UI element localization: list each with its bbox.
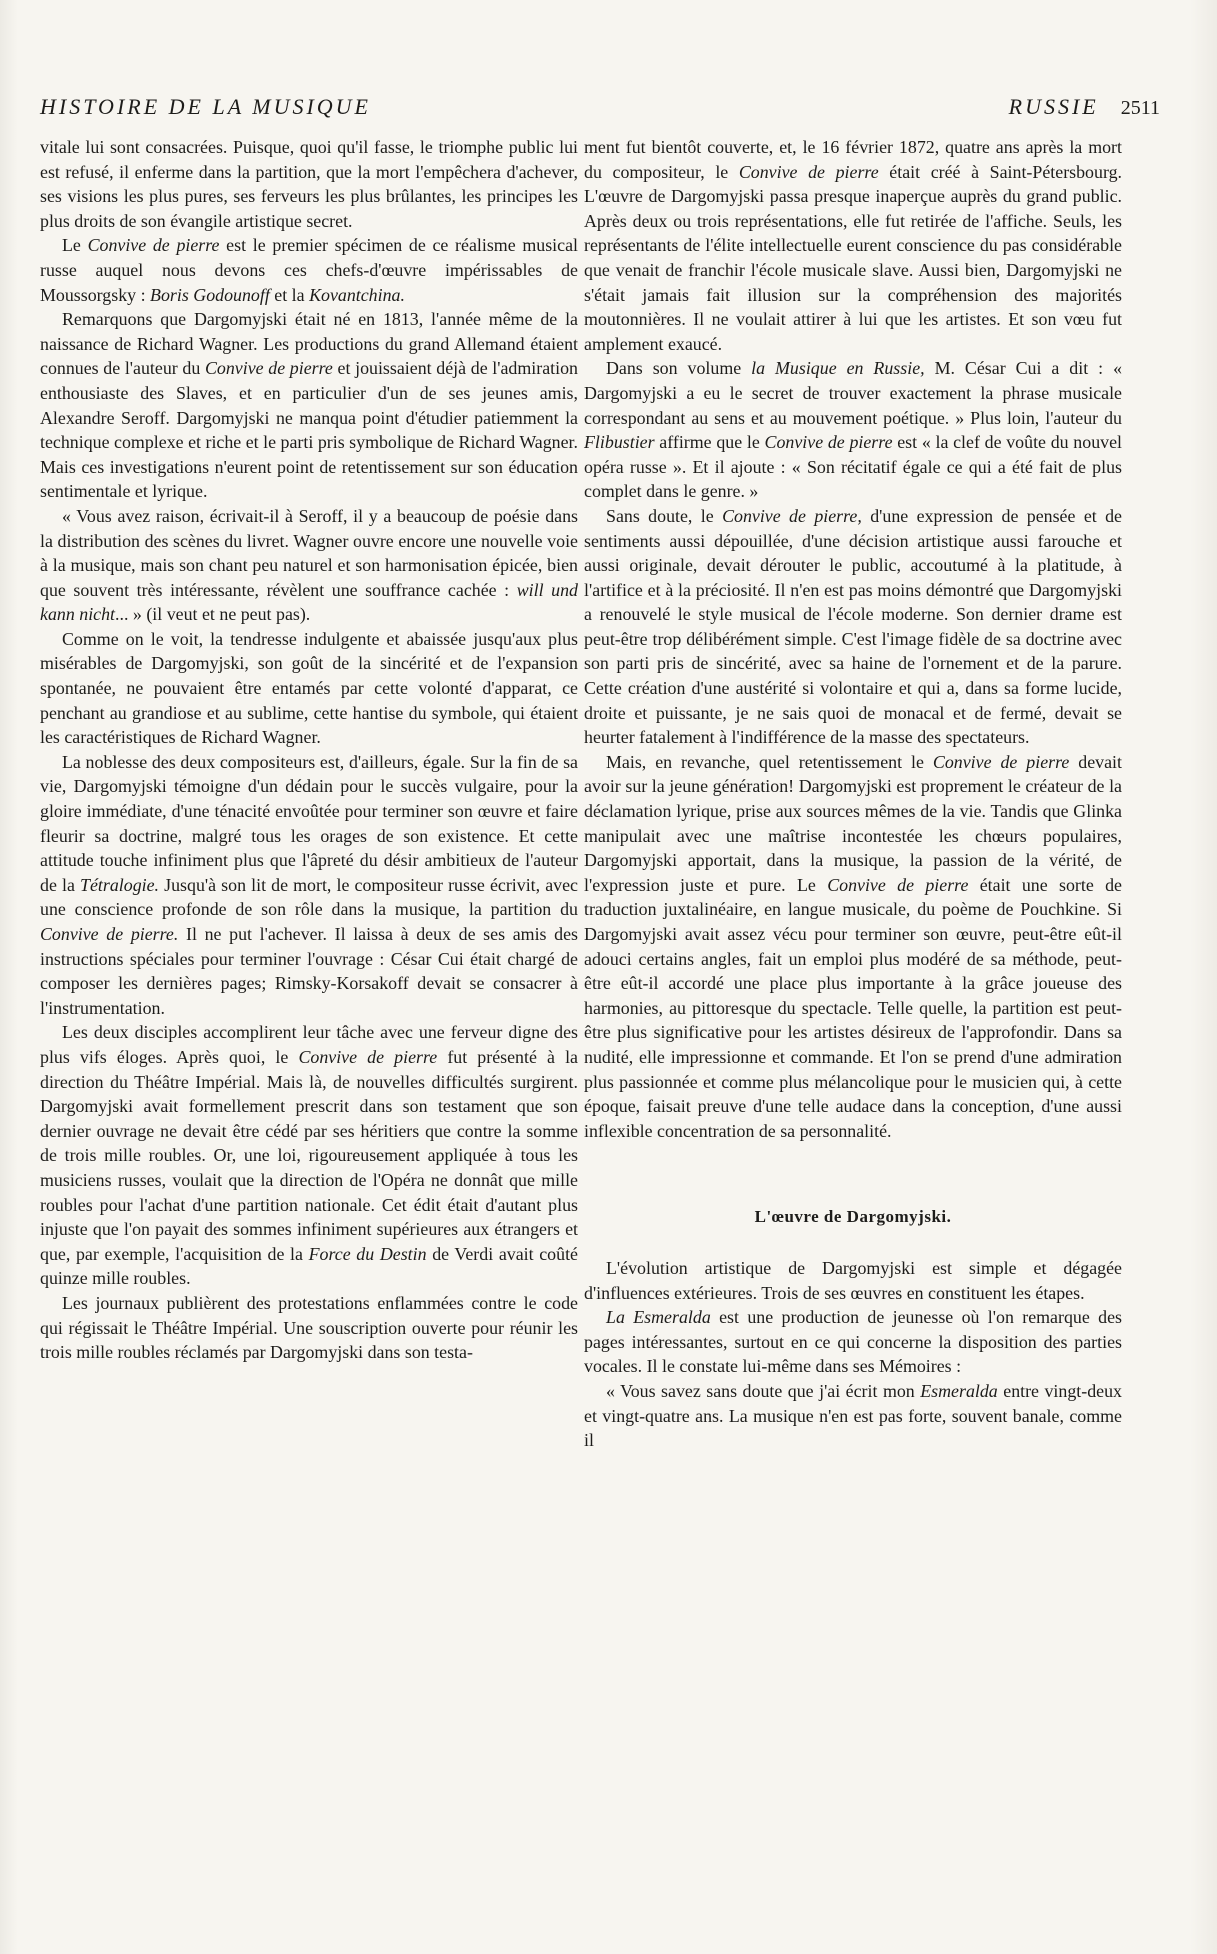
paragraph-text: était créé à Saint-Pétersbourg. L'œuvre de Dargomyjski passa presque inaperçue auprès du grand public. Après deux ou trois représentations, elle fut retirée de l'affiche. Seuls, les représentants de l'élite intellectuelle eurent conscience du pas considérable que venait de franchir l'école musicale slave. Aussi bien, Dargomyjski ne s'était jamais fait illusion sur la compréhension des majorités moutonnières. Il ne voulait attirer à lui que les artistes. Et son vœu fut amplement exaucé.: [584, 161, 1123, 354]
paragraph-text: « Vous savez sans doute que j'ai écrit mon: [606, 1380, 921, 1401]
italic-title: will und kann nicht: [40, 579, 578, 625]
paragraph-text: Les journaux publièrent des protestations enflammées contre le code qui régissait le Théâtre Impérial. Une souscription ouverte pour réunir les trois mille roubles réclamés par Dargomyjski dans son testa-: [40, 1292, 578, 1363]
paragraph-text: L'évolution artistique de Dargomyjski est simple et dégagée d'influences extérieures. Trois de ses œuvres en constituent les étapes.: [584, 1257, 1122, 1303]
paragraph-text: Mais, en revanche, quel retentissement le: [606, 751, 933, 772]
page-number: 2511: [1120, 97, 1160, 119]
italic-title: La Esmeralda: [606, 1307, 711, 1328]
italic-title: Convive de pierre: [298, 1046, 438, 1067]
italic-title: Convive de pierre: [764, 432, 893, 453]
paragraph: [40, 233, 578, 307]
paragraph-text: Dans son volume: [606, 358, 752, 379]
italic-title: Convive de pierre: [87, 235, 220, 256]
italic-title: Convive de pierre: [204, 358, 333, 379]
right-column-body: [584, 135, 1122, 1143]
running-head-section: RUSSIE: [1008, 94, 1099, 119]
section-heading: L'œuvre de Dargomyjski.: [754, 1207, 952, 1227]
italic-title: Convive de pierre: [932, 751, 1070, 772]
paragraph-text: Les deux disciples accomplirent leur tâche avec une ferveur digne des plus vifs éloges. Après quoi, le: [40, 1022, 578, 1067]
paragraph-text: entre vingt-deux et vingt-quatre ans. La musique n'en est pas forte, souvent banale, comme il: [584, 1380, 1122, 1451]
paragraph-text: La noblesse des deux compositeurs est, d'ailleurs, égale. Sur la fin de sa vie, Dargomyjski témoigne d'un dédain pour le succès vulgaire, pour la gloire immédiate, d'une ténacité envoûtée pour terminer son œuvre et faire fleurir sa doctrine, malgré tous les orages de son existence. Et cette attitude touche infiniment plus que l'âpreté du désir ambitieux de l'auteur de la: [40, 751, 578, 895]
paragraph-text: « Vous avez raison, écrivait-il à Seroff, il y a beaucoup de poésie dans la distribution des scènes du livret. Wagner ouvre encore une nouvelle voie à la musique, mais son chant peu naturel et son harmonisation épicée, bien que souvent très intéressante, révèlent une souffrance cachée :: [40, 505, 578, 600]
paragraph: [584, 356, 1122, 504]
italic-title: Boris Godounoff: [150, 284, 270, 305]
paragraph-text: Jusqu'à son lit de mort, le compositeur russe écrivit, avec une conscience profonde de son rôle dans la musique, la partition du: [40, 874, 578, 920]
left-column: [40, 135, 578, 1365]
italic-title: Convive de pierre: [827, 874, 969, 895]
italic-title: Convive de pierre: [738, 161, 879, 182]
paragraph-text: devait avoir sur la jeune génération! Dargomyjski est proprement le créateur de la déclamation lyrique, prise aux sources mêmes de la vie. Tandis que Glinka manipulait avec une maîtrise incontestée les chœurs populaires, Dargomyjski apportait, dans la musique, la passion de la vérité, de l'expression juste et pure. Le: [584, 751, 1123, 895]
paragraph-text: M. César Cui a dit : « Dargomyjski a eu le secret de trouver exactement la phrase musicale correspondant au sens et au mouvement poétique. » Plus loin, l'auteur du: [584, 358, 1123, 428]
paragraph: [40, 627, 578, 750]
paragraph-text: et la: [269, 284, 310, 305]
right-column-section-body: [584, 1256, 1122, 1453]
italic-title: Convive de pierre,: [722, 505, 862, 526]
paragraph: [584, 1305, 1122, 1379]
right-column: [584, 135, 1122, 1453]
paragraph-text: Le: [62, 235, 88, 256]
paragraph-text: ment fut bientôt couverte, et, le 16 février 1872, quatre ans après la mort du compositeur, le: [584, 137, 1122, 182]
italic-title: Flibustier: [584, 432, 655, 453]
italic-title: Convive de pierre.: [40, 924, 179, 944]
italic-title: la Musique en Russie,: [751, 358, 925, 379]
paragraph: [584, 750, 1122, 1144]
paragraph-text: affirme que le: [654, 432, 765, 453]
paragraph: [40, 307, 578, 504]
paragraph: [40, 1291, 578, 1365]
italic-title: Tétralogie.: [80, 874, 160, 895]
paragraph-text: vitale lui sont consacrées. Puisque, quoi qu'il fasse, le triomphe public lui est refusé, il enferme dans la partition, que la mort l'empêchera d'achever, ses visions les plus pures, ses ferveurs les plus brûlantes, les principes les plus droits de son évangile artistique secret.: [40, 137, 578, 231]
running-head: [40, 94, 1160, 124]
paragraph: [584, 1256, 1122, 1305]
running-head-title: HISTOIRE DE LA MUSIQUE: [40, 94, 371, 119]
paragraph-text: Sans doute, le: [606, 505, 723, 526]
paragraph: [584, 1379, 1122, 1453]
paragraph-text: fut présenté à la direction du Théâtre Impérial. Mais là, de nouvelles difficultés surgirent. Dargomyjski avait formellement prescrit dans son testament que son dernier ouvrage ne devait être cédé par ses héritiers que contre la somme de trois mille roubles. Or, une loi, rigoureusement appliquée à tous les musiciens russes, voulait que la direction de l'Opéra ne donnât que mille roubles pour l'achat d'une partition nationale. Cet édit était d'autant plus injuste que l'on payait des sommes infiniment supérieures aux étrangers et que, par exemple, l'acquisition de la: [40, 1046, 578, 1264]
paragraph-text: est une production de jeunesse où l'on remarque des pages intéressantes, surtout en ce qui concerne la disposition des parties vocales. Il le constate lui-même dans ses Mémoires :: [584, 1307, 1122, 1377]
italic-title: Kovantchina.: [309, 284, 405, 305]
paragraph-text: Remarquons que Dargomyjski était né en 1813, l'année même de la naissance de Richard Wagner. Les productions du grand Allemand étaient connues de l'auteur du: [40, 309, 578, 379]
paragraph: [40, 504, 578, 627]
paragraph: [584, 504, 1122, 750]
paragraph-text: de Verdi avait coûté quinze mille roubles.: [40, 1243, 578, 1289]
paragraph-text: était une sorte de traduction juxtalinéaire, en langue musicale, du poème de Pouchkine. Si Dargomyjski avait assez vécu pour terminer son œuvre, peut-être eût-il adouci certains angles, fait un emploi plus modéré de sa méthode, peut-être eût-il accordé une place plus importante à la grâce joueuse des harmonies, au pittoresque du spectacle. Telle quelle, la partition est peut-être plus significative pour les artistes désireux de l'approfondir. Dans sa nudité, elle impressionne et commande. Et l'on se prend d'une admiration plus passionnée et comme plus mélancolique pour le musicien qui, à cette époque, faisait preuve d'une telle audace dans la conception, d'une aussi inflexible concentration de sa personnalité.: [584, 874, 1122, 1141]
paragraph-text: Il ne put l'achever. Il laissa à deux de ses amis des instructions spéciales pour terminer l'ouvrage : César Cui était chargé de composer les dernières pages; Rimsky-Korsakoff devait se consacrer à l'instrumentation.: [40, 924, 579, 1018]
paragraph: [40, 750, 578, 1021]
italic-title: Force du Destin: [308, 1243, 427, 1264]
paragraph-text: ... » (il veut et ne peut pas).: [115, 604, 311, 625]
paragraph-text: est le premier spécimen de ce réalisme musical russe auquel nous devons ces chefs-d'œuvre impérissables de Moussorgsky :: [40, 235, 578, 305]
paragraph: [40, 135, 578, 233]
paragraph-text: d'une expression de pensée et de sentiments aussi dépouillée, d'une décision artistique aussi farouche et aussi originale, devait dérouter le public, accoutumé à la platitude, à l'artifice et à la préciosité. Il n'en est pas moins démontré que Dargomyjski a renouvelé le style musical de l'école moderne. Son dernier drame est peut-être trop délibérément simple. C'est l'image fidèle de sa doctrine avec son parti pris de sincérité, avec sa haine de l'ornement et de la parure. Cette création d'une austérité si volontaire et qui a, dans sa forme lucide, droite et puissante, je ne sais quoi de monacal et de fermé, devait se heurter fatalement à l'indifférence de la masse des spectateurs.: [584, 505, 1122, 748]
running-head-right: [1009, 94, 1160, 120]
paragraph-text: et jouissaient déjà de l'admiration enthousiaste des Slaves, et en particulier d'un de ses jeunes amis, Alexandre Seroff. Dargomyjski ne manqua point d'étudier patiemment la technique complexe et riche et le parti pris symbolique de Richard Wagner. Mais ces investigations n'eurent point de retentissement sur son éducation sentimentale et lyrique.: [40, 358, 578, 502]
paragraph-text: Comme on le voit, la tendresse indulgente et abaissée jusqu'aux plus misérables de Dargomyjski, son goût de la sincérité et de l'expansion spontanée, ne pouvaient être entamés par cette volonté d'apparat, ce penchant au grandiose et au sublime, cette hantise du symbole, qui étaient les caractéristiques de Richard Wagner.: [40, 628, 578, 748]
paragraph: [40, 1020, 578, 1291]
italic-title: Esmeralda: [920, 1380, 998, 1401]
paragraph-text: est « la clef de voûte du nouvel opéra russe ». Et il ajoute : « Son récitatif égale ce qui a été fait de plus complet dans le genre. »: [584, 432, 1122, 502]
paragraph: [584, 135, 1122, 356]
